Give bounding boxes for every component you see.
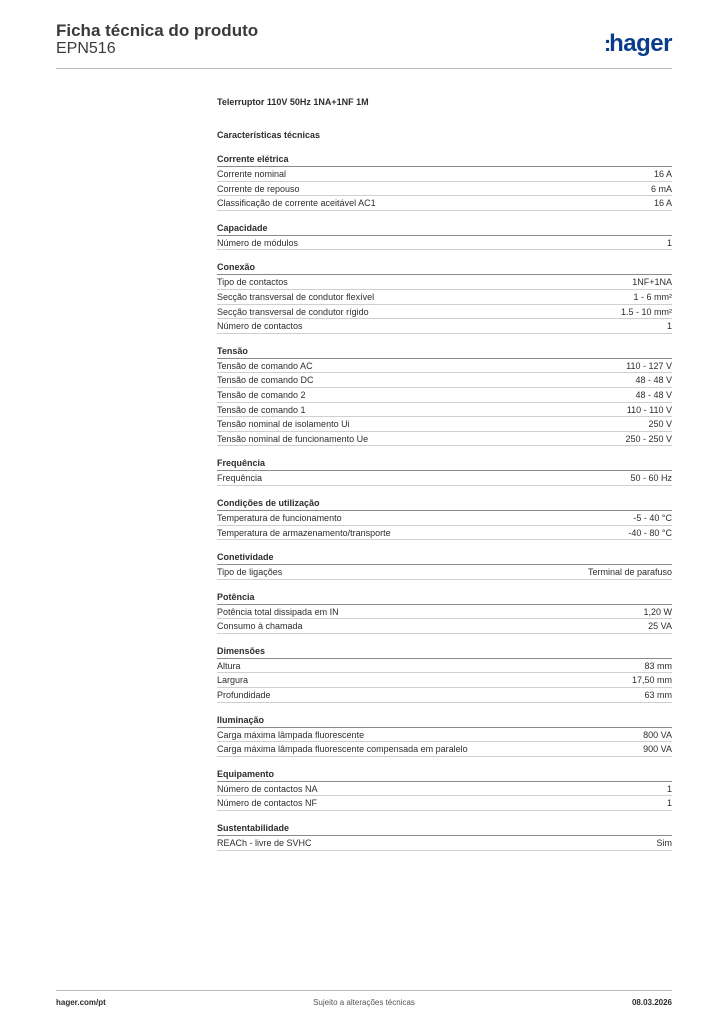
spec-group-title: Condições de utilização [217,497,672,511]
spec-value: 1 [666,783,672,794]
spec-row [217,432,672,447]
footer-divider [56,990,672,991]
spec-group-title: Potência [217,591,672,605]
spec-row [217,659,672,674]
spec-groups [217,153,672,851]
spec-row [217,526,672,541]
spec-value: 48 - 48 V [635,389,672,400]
spec-group [217,261,672,333]
spec-row [217,796,672,811]
spec-value: 83 mm [644,660,672,671]
spec-row [217,782,672,797]
spec-value: 1 [666,237,672,248]
spec-group [217,153,672,211]
spec-value: Terminal de parafuso [587,567,672,578]
spec-label: Número de contactos [217,321,303,332]
spec-label: Frequência [217,473,263,484]
page-header [56,20,672,72]
spec-value: 1NF+1NA [632,277,672,288]
spec-group [217,457,672,486]
spec-label: Temperatura de armazenamento/transporte [217,527,391,538]
spec-value: 50 - 60 Hz [630,473,672,484]
spec-label: Tensão de comando 1 [217,404,306,415]
spec-row [217,742,672,757]
footer-note: Sujeito a alterações técnicas [313,998,415,1007]
footer-date: 08.03.2026 [631,998,672,1007]
spec-row [217,196,672,211]
spec-group [217,551,672,580]
spec-row [217,417,672,432]
spec-label: Secção transversal de condutor flexível [217,291,375,302]
spec-group [217,591,672,634]
spec-label: Altura [217,660,241,671]
spec-label: Carga máxima lâmpada fluorescente compensada em paralelo [217,744,468,755]
spec-group [217,714,672,757]
spec-value: 17,50 mm [631,675,672,686]
spec-label: Tensão nominal de isolamento Ui [217,419,350,430]
spec-row [217,319,672,334]
spec-group [217,345,672,447]
logo-prefix: : [603,31,610,56]
spec-value: 1 - 6 mm² [633,291,672,302]
spec-group-title: Tensão [217,345,672,359]
spec-group-title: Sustentabilidade [217,822,672,836]
spec-group [217,645,672,703]
spec-label: Temperatura de funcionamento [217,512,342,523]
spec-label: Carga máxima lâmpada fluorescente [217,729,365,740]
spec-row [217,359,672,374]
page-footer [56,998,672,1010]
spec-label: Número de módulos [217,237,299,248]
spec-value: -5 - 40 °C [633,512,672,523]
spec-value: Sim [656,838,672,849]
spec-group-title: Conexão [217,261,672,275]
spec-value: 1 [666,321,672,332]
spec-group [217,822,672,851]
spec-row [217,688,672,703]
spec-group-title: Conetividade [217,551,672,565]
section-title: Características técnicas [217,130,321,140]
spec-row [217,167,672,182]
spec-sheet [217,95,672,851]
spec-label: Classificação de corrente aceitável AC1 [217,198,376,209]
spec-label: Profundidade [217,690,271,701]
spec-label: Largura [217,675,249,686]
spec-row [217,275,672,290]
spec-value: 1.5 - 10 mm² [620,306,672,317]
hager-logo [604,30,672,58]
product-code: EPN516 [56,40,116,57]
document-title: Ficha técnica do produto [56,21,259,40]
spec-value: 63 mm [644,690,672,701]
spec-row [217,305,672,320]
spec-label: Potência total dissipada em IN [217,606,339,617]
spec-label: Tipo de ligações [217,567,283,578]
spec-label: Corrente de repouso [217,183,300,194]
spec-row [217,471,672,486]
spec-label: Número de contactos NA [217,783,318,794]
spec-group [217,497,672,540]
spec-value: 48 - 48 V [635,375,672,386]
spec-row [217,605,672,620]
spec-row [217,728,672,743]
spec-label: Consumo à chamada [217,621,303,632]
spec-group-title: Frequência [217,457,672,471]
spec-label: REACh - livre de SVHC [217,838,312,849]
spec-label: Tipo de contactos [217,277,288,288]
spec-value: 6 mA [650,183,672,194]
spec-row [217,565,672,580]
spec-value: 900 VA [643,744,672,755]
spec-value: 16 A [653,198,672,209]
spec-value: 1 [666,798,672,809]
spec-row [217,619,672,634]
spec-label: Número de contactos NF [217,798,318,809]
logo-text: hager [609,30,672,57]
spec-row [217,836,672,851]
spec-label: Corrente nominal [217,169,287,179]
spec-value: 1,20 W [643,606,672,617]
spec-label: Tensão de comando 2 [217,389,306,400]
spec-group-title: Equipamento [217,768,672,782]
spec-value: 250 V [648,419,672,430]
spec-row [217,290,672,305]
spec-value: 110 - 110 V [626,404,672,415]
spec-row [217,373,672,388]
spec-value: 800 VA [643,729,672,740]
header-divider [56,68,672,69]
spec-label: Tensão de comando AC [217,360,313,371]
spec-value: -40 - 80 °C [628,527,672,538]
spec-group [217,768,672,811]
spec-value: 110 - 127 V [626,360,672,371]
product-name: Telerruptor 110V 50Hz 1NA+1NF 1M [217,97,369,107]
spec-row [217,236,672,251]
spec-group-title: Iluminação [217,714,672,728]
spec-label: Tensão de comando DC [217,375,314,386]
spec-value: 25 VA [648,621,672,632]
spec-label: Secção transversal de condutor rígido [217,306,369,317]
spec-label: Tensão nominal de funcionamento Ue [217,433,369,444]
spec-row [217,511,672,526]
footer-website-link[interactable]: hager.com/pt [56,998,106,1007]
spec-row [217,673,672,688]
spec-row [217,403,672,418]
spec-value: 16 A [653,169,672,179]
spec-value: 250 - 250 V [625,433,672,444]
spec-group-title: Capacidade [217,222,672,236]
spec-row [217,388,672,403]
spec-group-title: Corrente elétrica [217,153,672,167]
spec-row [217,182,672,197]
spec-group-title: Dimensões [217,645,672,659]
spec-group [217,222,672,251]
